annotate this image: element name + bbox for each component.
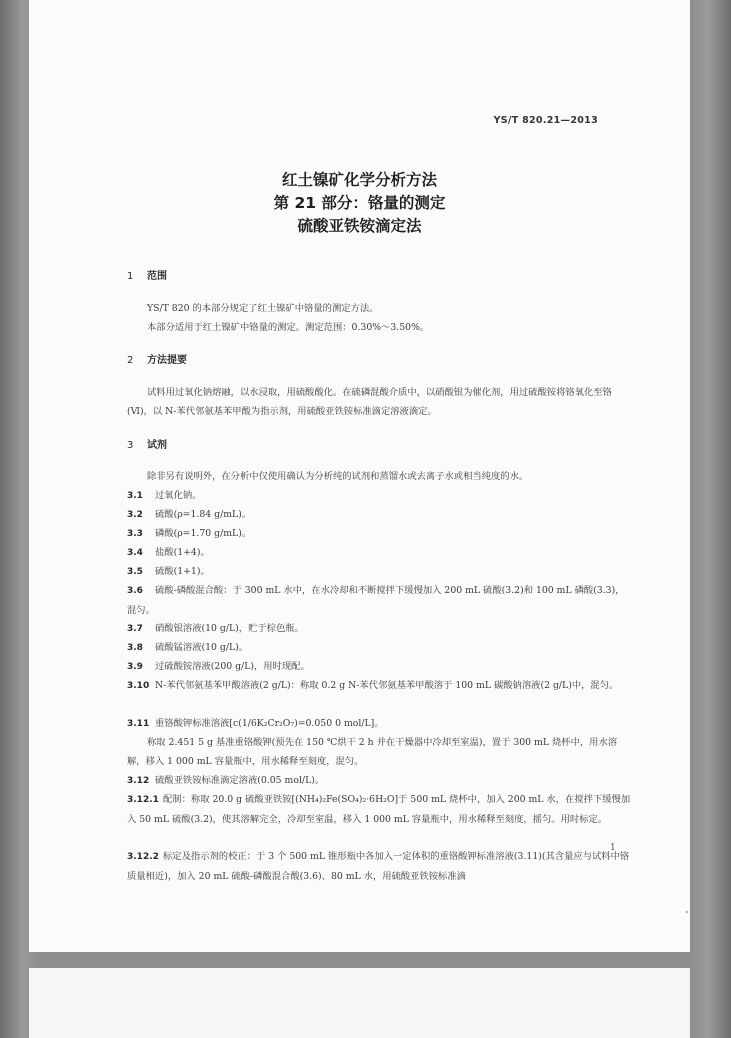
- reagent-item: 3.12 硫酸亚铁铵标准滴定溶液(0.05 mol/L)。: [127, 775, 325, 786]
- reagent-subitem: 3.12.2 标定及指示剂的校正：于 3 个 500 mL 锥形瓶中各加入一定体积的重铬酸钾标准溶液(3.11)(其含量应与试料中铬质量相近)，加入 20 mL 硫酸-磷酸混合酸(3.6)、80 mL 水，用硫酸亚铁铵标准滴: [127, 851, 630, 882]
- section-1-heading: [127, 267, 167, 282]
- document-title-line1: 红土镍矿化学分析方法: [281, 171, 437, 189]
- reagent-item: 3.3 磷酸(ρ=1.70 g/mL)。: [127, 528, 252, 539]
- reagent-3-11-paragraph: 称取 2.451 5 g 基准重铬酸钾(预先在 150 ℃烘干 2 h 并在干燥器中冷却至室温)，置于 300 mL 烧杯中，用水溶解，移入 1 000 mL 容量瓶中，用水稀释至刻度，混匀。: [127, 737, 618, 767]
- next-page: [29, 968, 690, 1038]
- section-1-paragraph-2: 本部分适用于红土镍矿中铬量的测定。测定范围：0.30%～3.50%。: [147, 322, 430, 333]
- section-title: 方法提要: [147, 355, 187, 366]
- section-1-paragraph-1: YS/T 820 的本部分规定了红土镍矿中铬量的测定方法。: [147, 303, 379, 314]
- page-number: 1: [610, 843, 616, 853]
- reagent-item: 3.10 N-苯代邻氨基苯甲酸溶液(2 g/L)：称取 0.2 g N-苯代邻氨基苯甲酸溶于 100 mL 碳酸钠溶液(2 g/L)中，混匀。: [127, 680, 619, 691]
- section-number: 1: [127, 271, 134, 282]
- reagent-item: 3.5 硫酸(1+1)。: [127, 566, 210, 577]
- section-3-intro: 除非另有说明外，在分析中仅使用确认为分析纯的试剂和蒸馏水或去离子水或相当纯度的水。: [147, 471, 529, 482]
- section-number: 2: [127, 355, 134, 366]
- reagent-item: 3.2 硫酸(ρ=1.84 g/mL)。: [127, 509, 252, 520]
- reagent-subitem: 3.12.1 配制：称取 20.0 g 硫酸亚铁铵[(NH₄)₂Fe(SO₄)₂·6H₂O]于 500 mL 烧杯中，加入 200 mL 水，在搅拌下缓慢加入 50 mL 硫酸(3.2)，使其溶解完全，冷却至室温，移入 1 000 mL 容量瓶中，用水稀释至刻度，摇匀。用时标定。: [127, 794, 631, 825]
- reagent-item: 3.1 过氧化钠。: [127, 490, 202, 501]
- document-title-line2: 第 21 部分：铬量的测定: [273, 194, 446, 212]
- standard-code: YS/T 820.21—2013: [493, 115, 598, 126]
- document-title-line3: 硫酸亚铁铵滴定法: [297, 217, 422, 235]
- scan-speck: [686, 911, 688, 913]
- reagent-item: 3.9 过硫酸铵溶液(200 g/L)，用时现配。: [127, 661, 310, 672]
- reagent-item: 3.6 硫酸-磷酸混合酸：于 300 mL 水中，在水冷却和不断搅拌下缓慢加入 200 mL 硫酸(3.2)和 100 mL 磷酸(3.3)，混匀。: [127, 585, 625, 616]
- reagent-item: 3.7 硝酸银溶液(10 g/L)，贮于棕色瓶。: [127, 623, 304, 634]
- section-title: 范围: [147, 271, 167, 282]
- section-3-heading: [127, 436, 167, 451]
- reagent-item: 3.4 盐酸(1+4)。: [127, 547, 210, 558]
- reagent-item: 3.11 重铬酸钾标准溶液[c(1/6K₂Cr₂O₇)=0.050 0 mol/L]。: [127, 718, 384, 729]
- section-2-paragraph: 试料用过氧化钠熔融，以水浸取，用硫酸酸化。在硫磷混酸介质中，以硝酸银为催化剂，用过硫酸铵将铬氧化至铬(Ⅵ)，以 N-苯代邻氨基苯甲酸为指示剂，用硫酸亚铁铵标准滴定溶液滴定。: [127, 387, 612, 417]
- section-2-heading: [127, 351, 187, 366]
- reagent-item: 3.8 硫酸锰溶液(10 g/L)。: [127, 642, 249, 653]
- section-number: 3: [127, 440, 134, 451]
- document-page: [29, 0, 690, 952]
- section-title: 试剂: [147, 440, 167, 451]
